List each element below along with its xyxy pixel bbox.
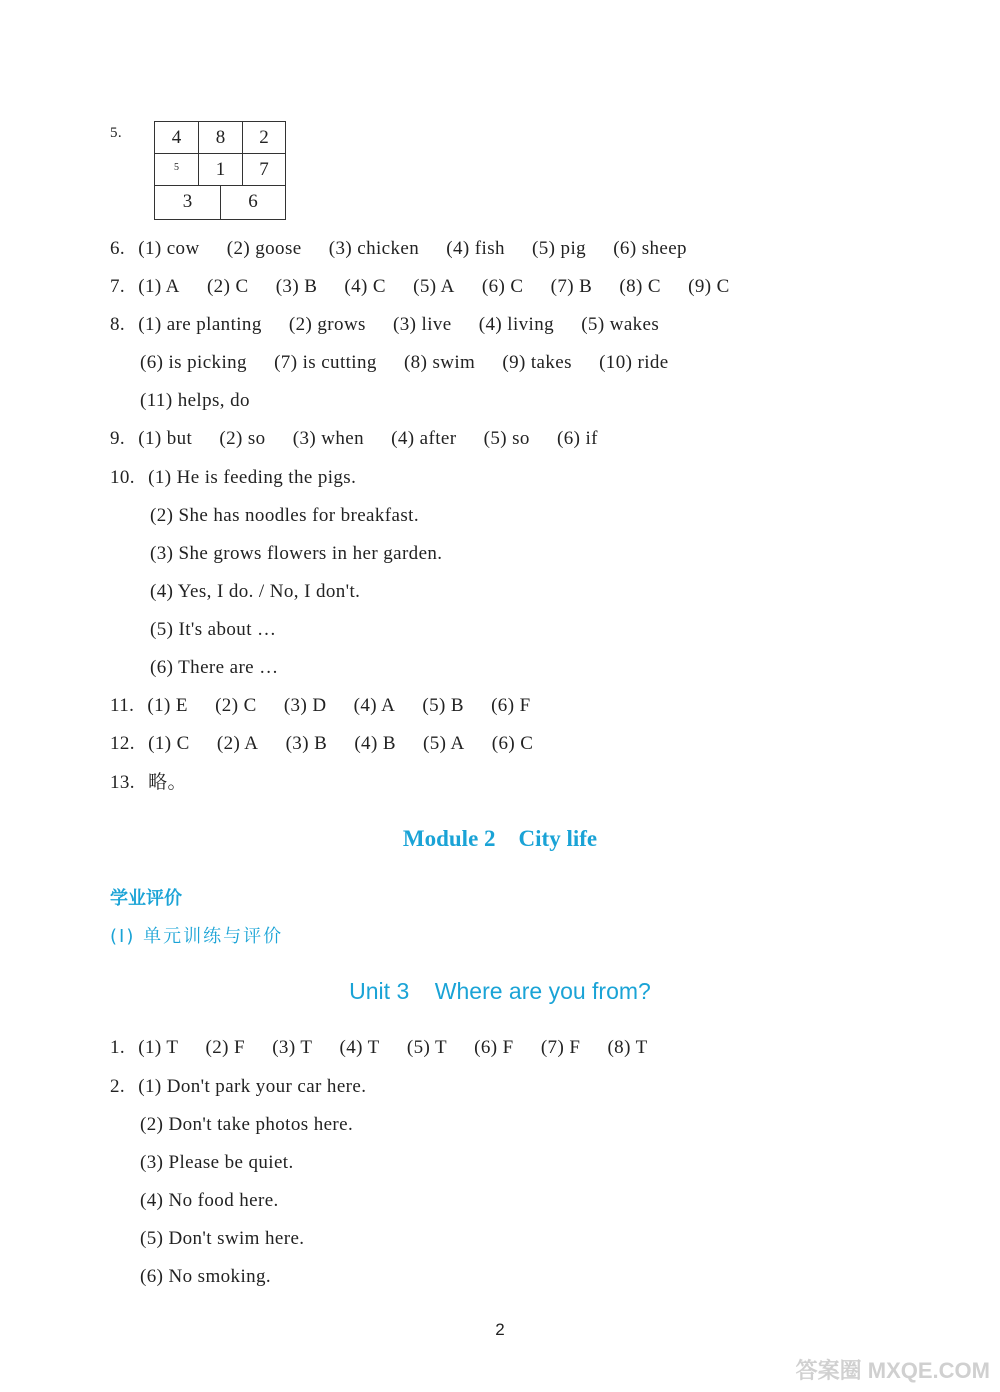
- page-number: 2: [495, 1320, 505, 1339]
- grid-cell: 4: [171, 127, 182, 148]
- unit-title: Unit 3 Where are you from?: [349, 978, 651, 1004]
- grid-cell: 7: [259, 159, 269, 180]
- watermark-logo: 答案圈 MXQE.COM: [795, 1358, 990, 1383]
- answer-line: (3) Please be quiet.: [140, 1152, 294, 1173]
- answer-line: (6) No smoking.: [140, 1266, 272, 1287]
- answer-line: (3) She grows flowers in her garden.: [150, 543, 443, 564]
- grid-cell: 6: [248, 191, 258, 212]
- answer-line-q8-cont: (11) helps, do: [140, 390, 250, 411]
- answer-line-q6: 6. (1) cow (2) goose (3) chicken (4) fish (5) pig (6) sheep: [110, 238, 687, 259]
- section-heading: 学业评价: [110, 888, 182, 909]
- answer-line: (2) She has noodles for breakfast.: [150, 505, 419, 526]
- answer-line-q8-cont: (6) is picking (7) is cutting (8) swim (9) takes (10) ride: [140, 352, 669, 373]
- answer-line: (2) Don't take photos here.: [140, 1114, 354, 1135]
- answer-line-q11: 11. (1) E (2) C (3) D (4) A (5) B (6) F: [110, 695, 531, 716]
- q5-number: 5.: [110, 125, 123, 141]
- answer-line-q8: 8. (1) are planting (2) grows (3) live (4) living (5) wakes: [110, 314, 660, 335]
- answer-line: (5) Don't swim here.: [140, 1228, 305, 1249]
- answer-line-u2: 2. (1) Don't park your car here.: [110, 1076, 367, 1097]
- grid-cell: 1: [215, 159, 226, 180]
- answer-line-q9: 9. (1) but (2) so (3) when (4) after (5) so (6) if: [110, 428, 598, 449]
- grid-cell: 3: [182, 191, 193, 212]
- grid-cell: 8: [215, 127, 226, 148]
- answer-line: (6) There are …: [150, 657, 279, 678]
- module-title: Module 2 City life: [402, 826, 598, 851]
- answer-line-q10: 10. (1) He is feeding the pigs.: [110, 467, 357, 488]
- answer-line-q13: 13. 略。: [110, 771, 187, 793]
- grid-cell-small: 5: [174, 162, 179, 173]
- answer-line: (4) No food here.: [140, 1190, 279, 1211]
- answer-line: (5) It's about …: [150, 619, 277, 640]
- answer-line-u1: 1. (1) T (2) F (3) T (4) T (5) T (6) F (7) F (8) T: [110, 1037, 648, 1058]
- number-grid: [154, 121, 286, 220]
- grid-cell: 2: [259, 127, 269, 148]
- answer-line-q7: 7. (1) A (2) C (3) B (4) C (5) A (6) C (7) B (8) C (9) C: [110, 276, 730, 297]
- sub-heading: (Ⅰ) 单元训练与评价: [110, 926, 284, 947]
- answer-line: (4) Yes, I do. / No, I don't.: [150, 581, 361, 602]
- answer-line-q12: 12. (1) C (2) A (3) B (4) B (5) A (6) C: [110, 733, 534, 754]
